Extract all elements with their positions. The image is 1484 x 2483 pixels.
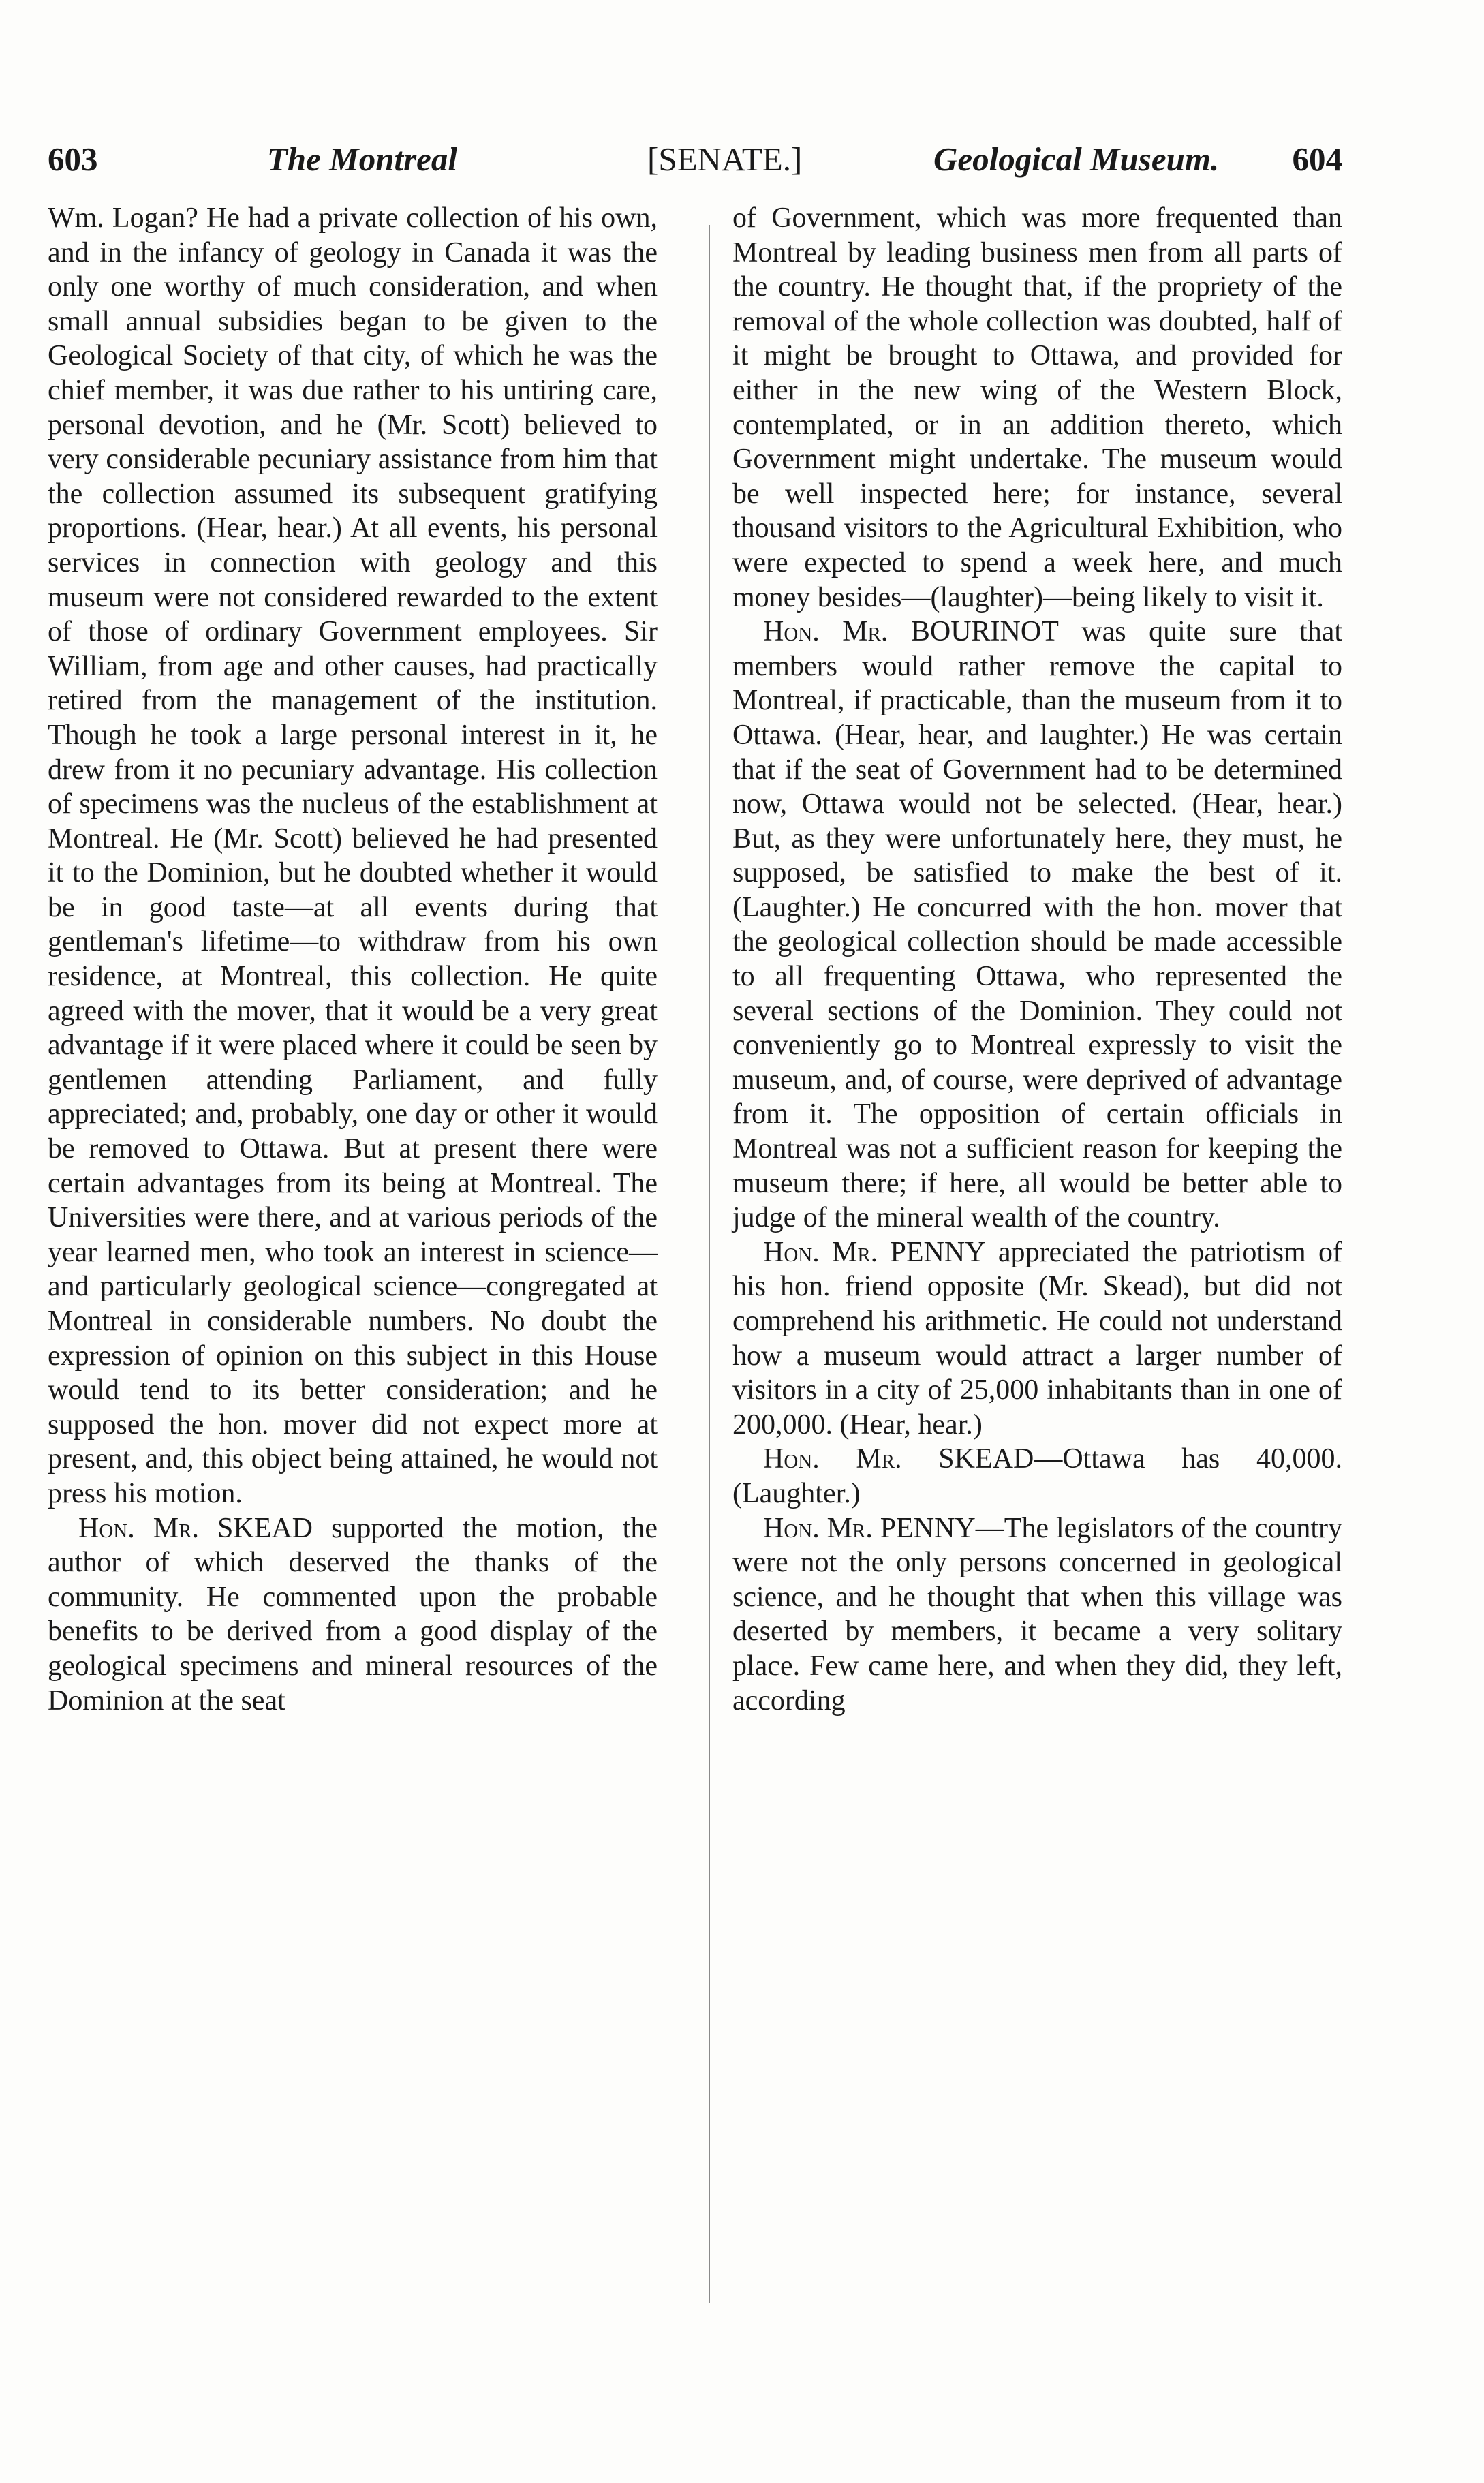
column-divider [709,225,710,2303]
right-column [732,201,1342,1718]
speech-paragraph [732,1442,1342,1511]
speech-text: supported the motion, the author of which deserved the thanks of the community. He commented upon the probable benefits to be derived from a good display of the geological specimens and mineral resources of the Dominion at the seat [48,1512,658,1716]
speech-text: —Ottawa has 40,000. (Laughter.) [732,1443,1342,1509]
speech-paragraph [732,615,1342,1235]
speaker-name: Hon. Mr. SKEAD [78,1512,313,1544]
chamber-label: [SENATE.] [647,140,803,178]
paragraph-continuation: Wm. Logan? He had a private collection of his own, and in the infancy of geology in Canada it was the only one worthy of much consideration, and when small annual subsidies began to be given to the Geological Society of that city, of which he was the chief member, it was due rather to his untiring care, personal devotion, and he (Mr. Scott) believed to very considerable pecuniary assistance from him that the collection assumed its subsequent gratifying proportions. (Hear, hear.) At all events, his personal services in connection with geology and this museum were not considered rewarded to the extent of those of ordinary Government employees. Sir William, from age and other causes, had practically retired from the management of the institution. Though he took a large personal interest in it, he drew from it no pecuniary advantage. His collection of specimens was the nucleus of the establishment at Montreal. He (Mr. Scott) believed he had presented it to the Dominion, but he doubted whether it would be in good taste—at all events during that gentleman's lifetime—to withdraw from his own residence, at Montreal, this collection. He quite agreed with the mover, that it would be a very great advantage if it were placed where it could be seen by gentlemen attending Parliament, and fully appreciated; and, probably, one day or other it would be removed to Ottawa. But at present there were certain advantages from its being at Montreal. The Universities were there, and at various periods of the year learned men, who took an interest in science—and particularly geological science—congregated at Montreal in considerable numbers. No doubt the expression of opinion on this subject in this House would tend to its better consideration; and he supposed the hon. mover did not expect more at present, and, this object being attained, he would not press his motion. [48,202,658,1509]
speech-text: was quite sure that members would rather remove the capital to Montreal, if practicable, than the museum from it to Ottawa. (Hear, hear, and laughter.) He was certain that if the seat of Government had to be determined now, Ottawa would not be selected. (Hear, hear.) But, as they were unfortunately here, they must, he supposed, be satisfied to make the best of it. (Laughter.) He concurred with the hon. mover that the geological collection should be made accessible to all frequenting Ottawa, who represented the several sections of the Dominion. They could not conveniently go to Montreal expressly to visit the museum, and, of course, were deprived of advantage from it. The opposition of certain officials in Montreal was not a sufficient reason for keeping the museum there; if here, all would be better able to judge of the mineral wealth of the country. [732,616,1343,1234]
speech-paragraph [48,1511,658,1718]
page-number-right: 604 [1292,140,1342,178]
left-column [48,201,658,1718]
speech-text: —The legislators of the country were not the only persons concerned in geological science, and he thought that when this village was deserted by members, it became a very solitary place. Few came here, and when they did, they left, according [732,1512,1342,1716]
speech-text: appreciated the patriotism of his hon. friend opposite (Mr. Skead), but did not comprehend his arithmetic. He could not understand how a museum would attract a larger number of visitors in a city of 25,000 inhabitants than in one of 200,000. (Hear, hear.) [732,1236,1342,1440]
page-number-left: 603 [48,140,98,178]
running-title-right: Geological Museum. [933,140,1220,178]
speech-paragraph [732,1235,1342,1443]
paragraph-continuation: of Government, which was more frequented than Montreal by leading business men from all parts of the country. He thought that, if the propriety of the removal of the whole collection was doubted, half of it might be brought to Ottawa, and provided for either in the new wing of the Western Block, contemplated, or in an addition thereto, which Government might undertake. The museum would be well inspected here; for instance, several thousand visitors to the Agricultural Exhibition, who were expected to spend a week here, and much money besides—(laughter)—being likely to visit it. [732,202,1342,613]
running-title-left: The Montreal [267,140,458,178]
speech-paragraph [732,1511,1342,1718]
page-header [48,140,1342,187]
speaker-name: Hon. Mr. BOURINOT [763,616,1059,648]
speaker-name: Hon. Mr. PENNY [763,1236,986,1268]
speaker-name: Hon. Mr. SKEAD [763,1443,1034,1475]
speaker-name: Hon. Mr. PENNY [763,1512,976,1544]
